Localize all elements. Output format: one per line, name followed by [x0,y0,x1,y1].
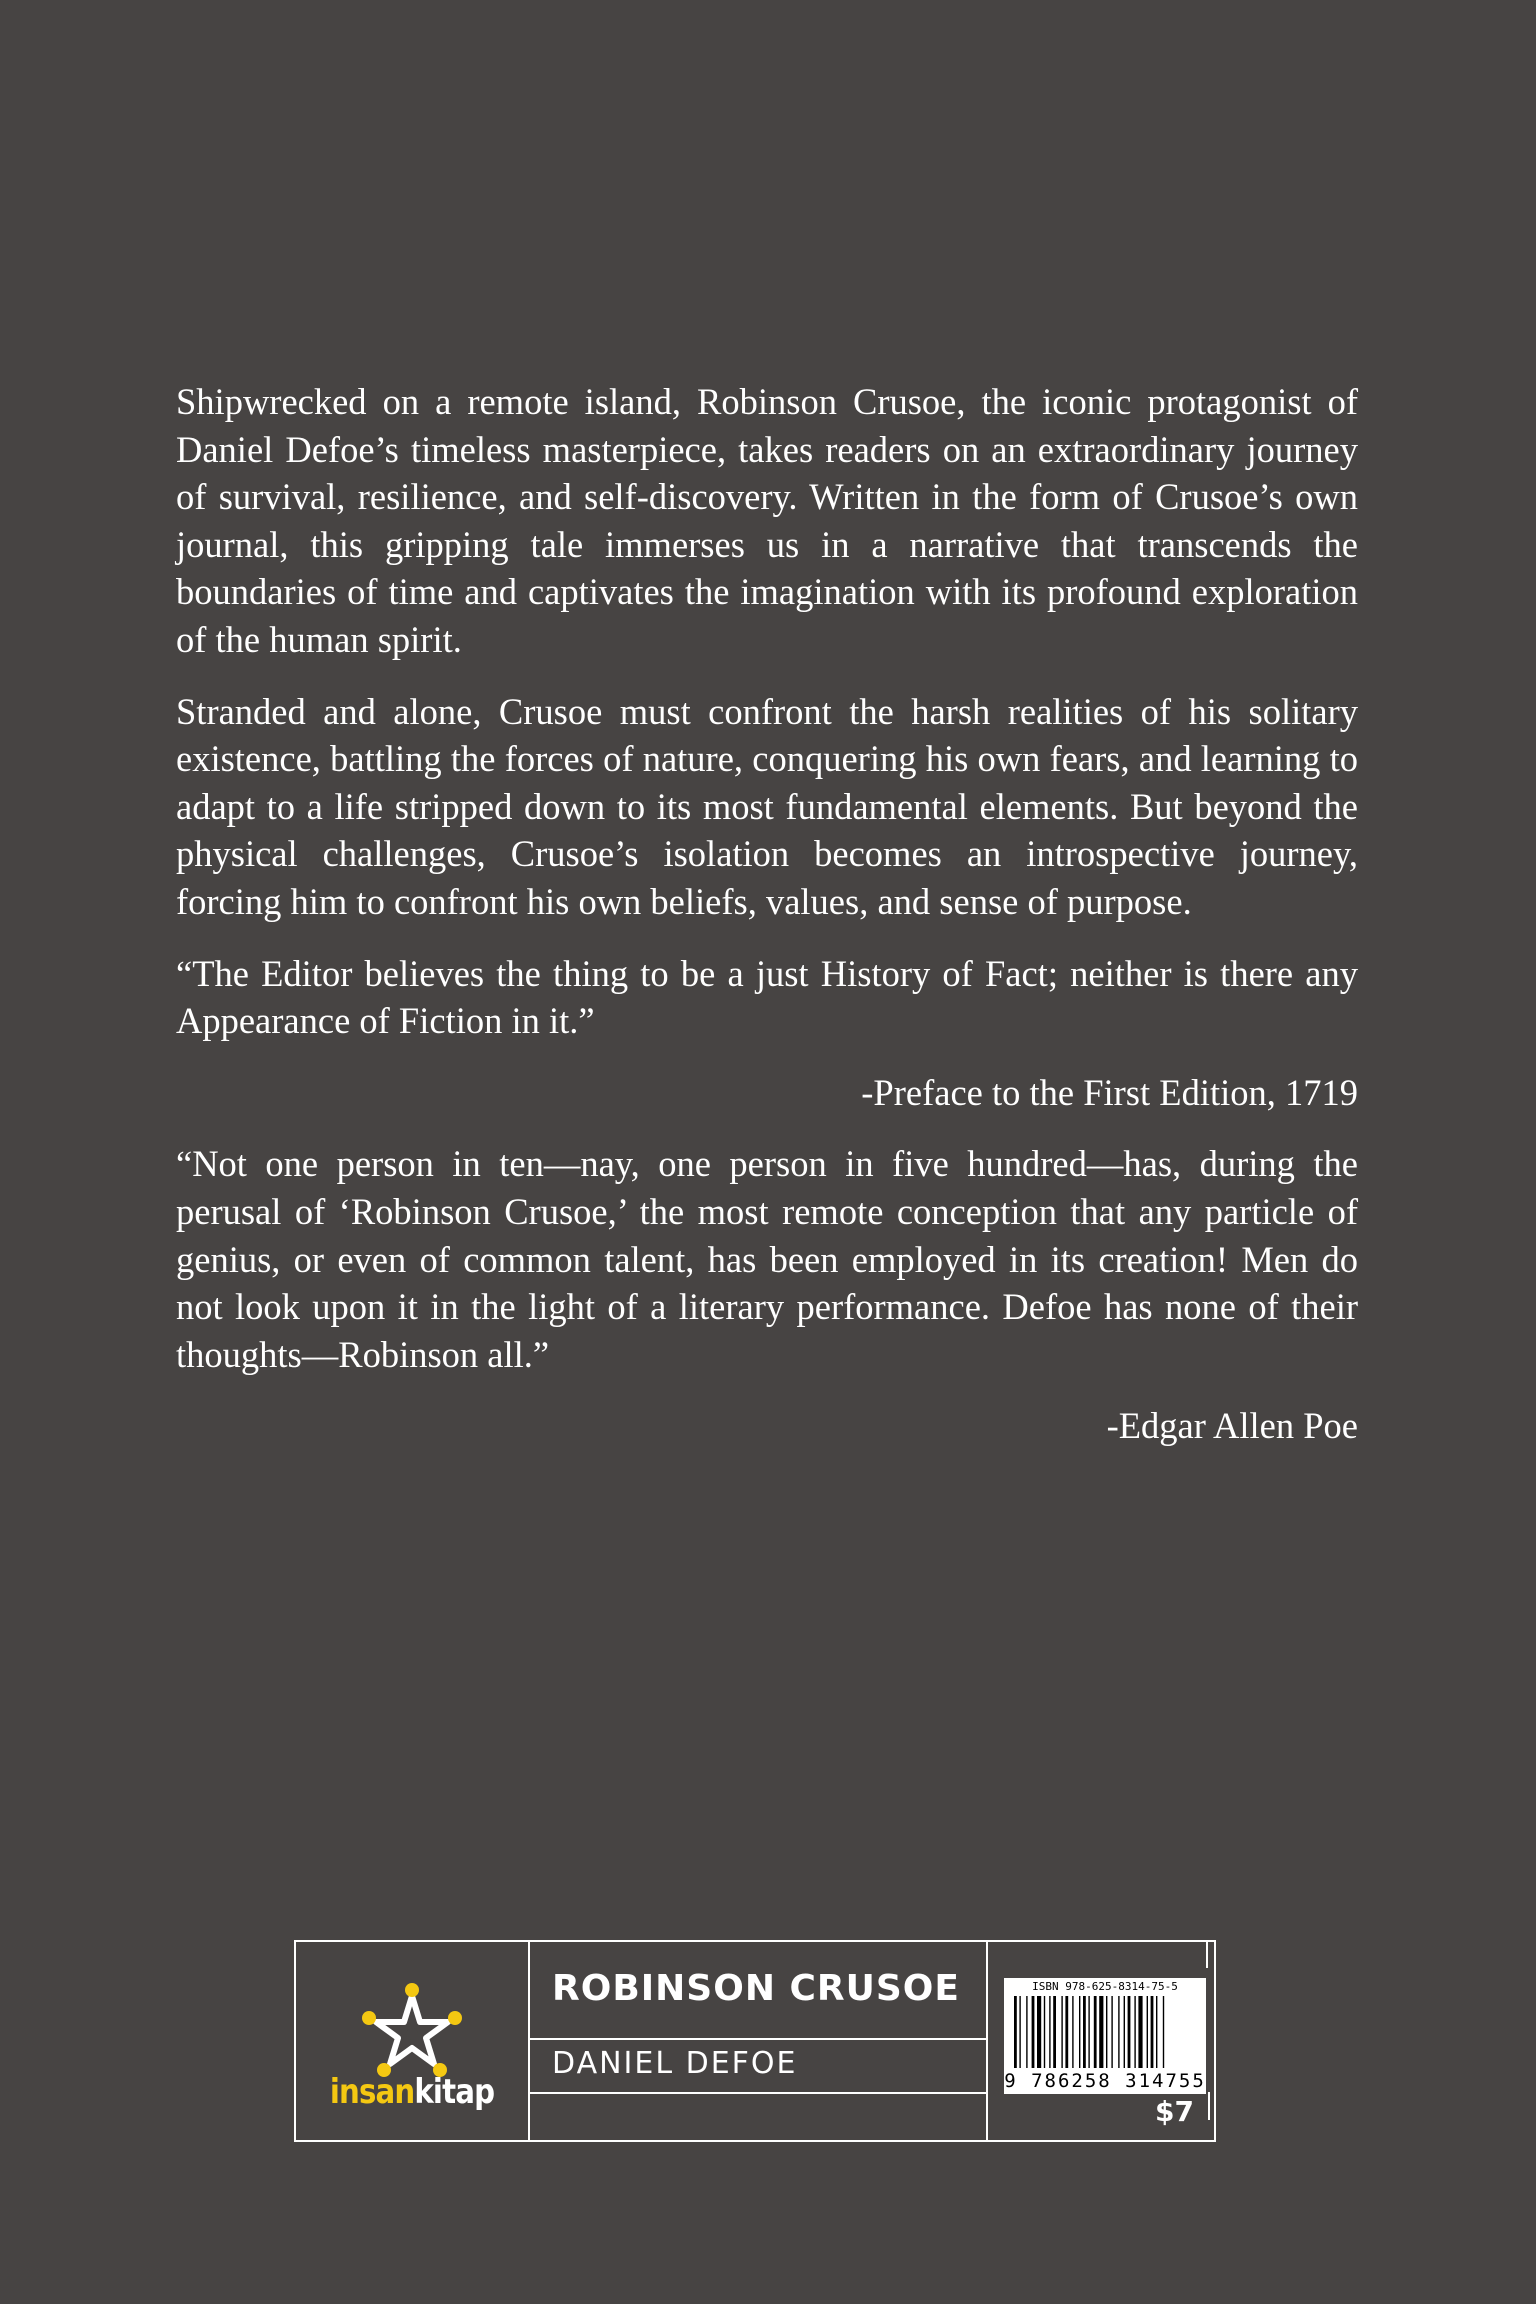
publisher-name [312,2072,512,2112]
panel-divider [528,2092,986,2094]
poe-quote: “Not one person in ten—nay, one person in five hundred—has, during the perusal of ‘Robinson Crusoe,’ the most remote conception that any particle of genius, or even of common talent, has been employed in its creation! Men do not look upon it in the light of a literary performance. Defoe has none of their thoughts—Robinson all.” [176,1143,1358,1375]
blurb-paragraph-1: Shipwrecked on a remote island, Robinson Crusoe, the iconic protagonist of Daniel Defoe’s timeless masterpiece, takes readers on an extraordinary journey of survival, resilience, and self-discovery. Written in the form of Crusoe’s own journal, this gripping tale immerses us in a narrative that transcends the boundaries of time and captivates the imagination with its profound exploration of the human spirit. [176,381,1358,660]
isbn-label: ISBN 978-625-8314-75-5 [1032,1980,1178,1993]
isbn-barcode [1004,1978,1206,2094]
barcode-bars [1014,1996,1196,2068]
panel-divider [528,1942,530,2140]
book-price: $7 [1155,2095,1194,2128]
publisher-name-part1: insan [329,2072,415,2112]
people-circle-logo-icon [360,1982,464,2078]
blurb-paragraph-2: Stranded and alone, Crusoe must confront the harsh realities of his solitary existence, battling the forces of nature, conquering his own fears, and learning to adapt to a life stripped down to its most fundamental elements. But beyond the physical challenges, Crusoe’s isolation becomes an introspective journey, forcing him to confront his own beliefs, values, and sense of purpose. [176,690,1358,922]
panel-divider [528,2038,986,2040]
publisher-logo [296,1942,528,2140]
editor-quote: “The Editor believes the thing to be a just History of Fact; neither is there any Appearance of Fiction in it.” [176,952,1358,1042]
poe-quote-attribution: -Edgar Allen Poe [1106,1405,1358,1447]
publisher-name-part2: kitap [414,2072,495,2112]
corner-tick [1206,1940,1208,1968]
corner-tick [1208,2092,1210,2120]
back-cover-blurb [176,378,1358,1474]
ean-digits: 9 786258 314755 [1004,2070,1206,2092]
publisher-info-panel [294,1940,1216,2142]
panel-divider [986,1942,988,2140]
book-title: ROBINSON CRUSOE [552,1968,960,2009]
editor-quote-attribution: -Preface to the First Edition, 1719 [861,1071,1358,1113]
book-author: DANIEL DEFOE [552,2046,798,2081]
corner-tick [1192,1940,1208,1942]
